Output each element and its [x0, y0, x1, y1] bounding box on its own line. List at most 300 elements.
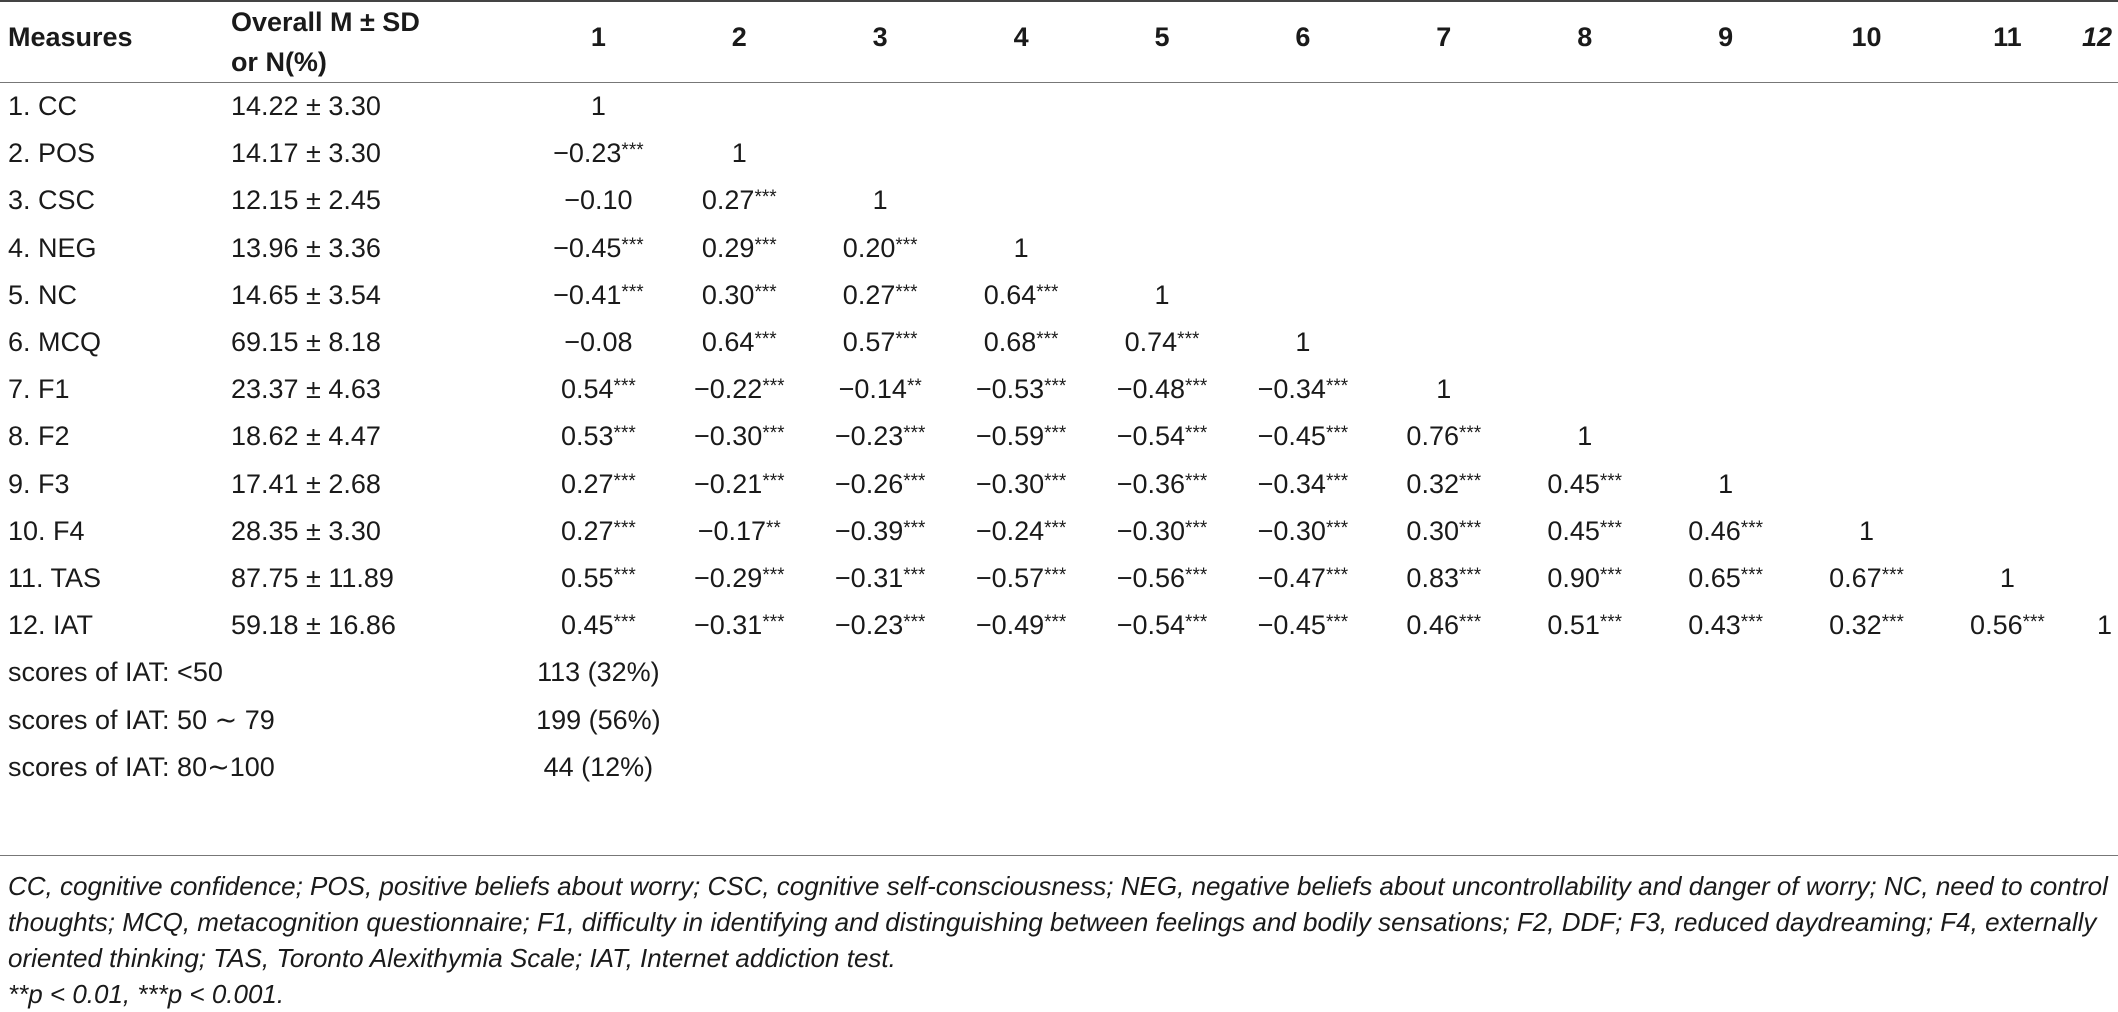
row-label: 5. NC	[8, 279, 78, 310]
correlation-cell	[1232, 602, 1373, 649]
correlation-cell	[1655, 508, 1796, 555]
correlation-cell	[951, 461, 1092, 508]
significance-stars: ***	[895, 234, 918, 256]
empty-cell	[1232, 744, 1373, 791]
header-col-5: 5	[1092, 1, 1233, 83]
empty-cell	[1796, 649, 1937, 696]
empty-cell	[1514, 696, 1655, 743]
correlation-cell	[669, 319, 810, 366]
correlation-cell	[810, 177, 951, 224]
correlation-cell	[1514, 602, 1655, 649]
significance-stars: ***	[621, 281, 644, 303]
correlation-value: 1	[1999, 562, 2015, 593]
correlation-cell	[1937, 177, 2078, 224]
header-col-6: 6	[1232, 1, 1373, 83]
significance-stars: ***	[895, 329, 918, 351]
correlation-value: −0.54	[1116, 610, 1186, 641]
correlation-value: 0.32	[1406, 468, 1459, 499]
correlation-cell	[1373, 413, 1514, 460]
correlation-value: −0.49	[975, 610, 1045, 641]
correlation-cell	[810, 555, 951, 602]
significance-stars: ***	[1325, 612, 1349, 634]
table-row	[0, 555, 2118, 602]
correlation-cell	[669, 413, 810, 460]
correlation-cell	[1796, 225, 1937, 272]
correlation-cell	[810, 225, 951, 272]
correlation-cell	[1937, 83, 2078, 131]
row-overall: 69.15 ± 8.18	[230, 327, 381, 358]
correlation-cell	[1796, 508, 1937, 555]
empty-cell	[1655, 696, 1796, 743]
correlation-cell	[1092, 413, 1233, 460]
significance-stars: ***	[1044, 470, 1067, 492]
correlation-cell	[810, 272, 951, 319]
significance-stars: ***	[1599, 470, 1623, 492]
correlation-cell	[1937, 366, 2078, 413]
correlation-cell	[810, 83, 951, 131]
correlation-cell	[1232, 130, 1373, 177]
correlation-value: 0.32	[1829, 610, 1882, 641]
significance-stars: **	[906, 376, 922, 398]
significance-stars: ***	[1325, 564, 1349, 586]
correlation-cell	[810, 413, 951, 460]
significance-stars: ***	[1599, 517, 1623, 539]
table-footnote	[0, 855, 2118, 1012]
correlation-value: 0.27	[560, 515, 614, 546]
correlation-cell	[1373, 130, 1514, 177]
significance-stars: ***	[613, 517, 636, 539]
correlation-cell	[1937, 225, 2078, 272]
header-col-8: 8	[1514, 1, 1655, 83]
correlation-value: −0.10	[564, 185, 633, 216]
correlation-cell	[528, 272, 669, 319]
correlation-cell	[2078, 508, 2118, 555]
empty-cell	[2078, 649, 2118, 696]
correlation-value: 1	[1295, 327, 1311, 358]
correlation-value: −0.36	[1116, 468, 1186, 499]
correlation-cell	[1937, 319, 2078, 366]
row-label: 8. F2	[8, 421, 70, 452]
table-row	[0, 602, 2118, 649]
header-col-3: 3	[810, 1, 951, 83]
footnote-significance: **p < 0.01, ***p < 0.001.	[8, 979, 285, 1009]
significance-stars: ***	[613, 423, 636, 445]
significance-stars: ***	[1185, 612, 1208, 634]
correlation-value: −0.23	[834, 610, 904, 641]
correlation-cell	[951, 319, 1092, 366]
correlation-cell	[1373, 602, 1514, 649]
correlation-cell	[669, 83, 810, 131]
correlation-cell	[1092, 177, 1233, 224]
correlation-value: −0.56	[1116, 562, 1186, 593]
row-overall: 18.62 ± 4.47	[230, 421, 381, 452]
empty-cell	[1373, 696, 1514, 743]
correlation-value: −0.14	[838, 374, 907, 405]
correlation-cell	[2078, 272, 2118, 319]
correlation-cell	[1655, 461, 1796, 508]
correlation-value: −0.41	[553, 279, 622, 310]
correlation-cell	[2078, 225, 2118, 272]
correlation-value: 0.55	[560, 562, 614, 593]
correlation-cell	[528, 177, 669, 224]
correlation-cell	[1232, 225, 1373, 272]
correlation-value: 0.45	[1547, 468, 1600, 499]
correlation-cell	[1655, 272, 1796, 319]
correlation-value: 0.64	[701, 327, 755, 358]
correlation-value: −0.45	[553, 232, 622, 263]
correlation-cell	[669, 225, 810, 272]
iat-score-value: 44 (12%)	[543, 751, 654, 782]
correlation-value: 1	[1013, 232, 1029, 263]
row-label: 1. CC	[8, 91, 78, 122]
row-overall: 59.18 ± 16.86	[230, 610, 396, 641]
significance-stars: ***	[613, 564, 636, 586]
correlation-cell	[1373, 177, 1514, 224]
correlation-value: 0.67	[1829, 562, 1882, 593]
correlation-cell	[528, 413, 669, 460]
significance-stars: ***	[1599, 612, 1623, 634]
iat-score-label: scores of IAT: 50 ∼ 79	[8, 704, 275, 735]
empty-cell	[810, 696, 951, 743]
empty-cell	[1232, 696, 1373, 743]
significance-stars: ***	[903, 517, 926, 539]
correlation-cell	[951, 508, 1092, 555]
correlation-cell	[1514, 177, 1655, 224]
correlation-cell	[1092, 272, 1233, 319]
correlation-cell	[1796, 366, 1937, 413]
correlation-value: −0.30	[1257, 515, 1326, 546]
correlation-cell	[2078, 413, 2118, 460]
correlation-value: 1	[590, 91, 606, 122]
correlation-cell	[1232, 272, 1373, 319]
correlation-cell	[1373, 461, 1514, 508]
significance-stars: ***	[1740, 612, 1763, 634]
table-row	[0, 225, 2118, 272]
significance-stars: ***	[895, 281, 918, 303]
significance-stars: ***	[613, 612, 636, 634]
significance-stars: ***	[762, 376, 785, 398]
correlation-cell	[2078, 130, 2118, 177]
correlation-cell	[951, 225, 1092, 272]
iat-score-label: scores of IAT: 80∼100	[8, 751, 275, 782]
correlation-cell	[1937, 130, 2078, 177]
significance-stars: ***	[1185, 517, 1208, 539]
row-label: 4. NEG	[8, 232, 97, 263]
correlation-cell	[1514, 461, 1655, 508]
significance-stars: ***	[1044, 517, 1067, 539]
correlation-cell	[810, 366, 951, 413]
significance-stars: ***	[762, 423, 785, 445]
significance-stars: ***	[2022, 612, 2045, 634]
correlation-cell	[669, 508, 810, 555]
correlation-cell	[1373, 83, 1514, 131]
row-label: 3. CSC	[8, 185, 96, 216]
correlation-value: −0.23	[553, 138, 622, 169]
correlation-value: 0.83	[1406, 562, 1459, 593]
correlation-cell	[1373, 225, 1514, 272]
significance-stars: ***	[754, 329, 777, 351]
correlation-cell	[1796, 319, 1937, 366]
correlation-value: 0.27	[842, 279, 896, 310]
correlation-cell	[1232, 177, 1373, 224]
significance-stars: ***	[762, 612, 785, 634]
header-measures: Measures	[0, 1, 223, 83]
correlation-value: −0.23	[834, 421, 904, 452]
row-label: 12. IAT	[8, 610, 94, 641]
correlation-value: 1	[1859, 515, 1875, 546]
correlation-value: 1	[1436, 374, 1452, 405]
iat-score-label: scores of IAT: <50	[8, 657, 223, 688]
row-overall: 87.75 ± 11.89	[230, 562, 394, 593]
correlation-value: 0.65	[1688, 562, 1741, 593]
row-overall: 13.96 ± 3.36	[230, 232, 381, 263]
empty-cell	[1937, 649, 2078, 696]
significance-stars: ***	[621, 234, 644, 256]
significance-stars: ***	[1458, 564, 1482, 586]
empty-cell	[2078, 744, 2118, 791]
correlation-value: 0.20	[842, 232, 896, 263]
significance-stars: ***	[1325, 517, 1349, 539]
empty-cell	[1796, 744, 1937, 791]
correlation-value: −0.31	[834, 562, 904, 593]
correlation-cell	[1092, 461, 1233, 508]
correlation-value: −0.17	[697, 515, 767, 546]
correlation-cell	[528, 83, 669, 131]
table-row	[0, 413, 2118, 460]
significance-stars: ***	[1185, 470, 1208, 492]
empty-cell	[669, 744, 810, 791]
iat-score-row	[0, 696, 2118, 743]
correlation-value: 0.30	[1406, 515, 1459, 546]
significance-stars: ***	[1881, 612, 1904, 634]
correlation-cell	[1796, 461, 1937, 508]
correlation-cell	[1514, 83, 1655, 131]
correlation-cell	[1514, 413, 1655, 460]
empty-cell	[1373, 649, 1514, 696]
correlation-cell	[951, 413, 1092, 460]
significance-stars: ***	[754, 234, 777, 256]
correlation-cell	[669, 130, 810, 177]
header-col-10: 10	[1796, 1, 1937, 83]
row-label: 7. F1	[8, 374, 70, 405]
significance-stars: **	[766, 517, 781, 539]
correlation-cell	[528, 461, 669, 508]
correlation-cell	[528, 508, 669, 555]
correlation-cell	[2078, 602, 2118, 649]
significance-stars: ***	[1044, 564, 1067, 586]
correlation-cell	[1655, 130, 1796, 177]
correlation-cell	[1937, 508, 2078, 555]
correlation-value: 0.74	[1124, 327, 1178, 358]
header-overall-line1: Overall M ± SD	[230, 7, 420, 37]
correlation-cell	[669, 177, 810, 224]
correlation-cell	[1092, 83, 1233, 131]
correlation-value: 0.46	[1406, 610, 1459, 641]
correlation-value: 1	[731, 138, 747, 169]
correlation-cell	[1796, 130, 1937, 177]
correlation-cell	[1373, 319, 1514, 366]
correlation-cell	[1796, 272, 1937, 319]
correlation-cell	[1514, 508, 1655, 555]
correlation-cell	[528, 366, 669, 413]
significance-stars: ***	[1185, 564, 1208, 586]
significance-stars: ***	[1044, 612, 1067, 634]
correlation-cell	[1232, 461, 1373, 508]
correlation-value: −0.24	[975, 515, 1045, 546]
correlation-value: 0.90	[1547, 562, 1600, 593]
correlation-value: 0.30	[701, 279, 755, 310]
correlation-cell	[1092, 602, 1233, 649]
correlation-cell	[1514, 225, 1655, 272]
significance-stars: ***	[1044, 423, 1067, 445]
significance-stars: ***	[1044, 376, 1067, 398]
correlation-value: 0.27	[560, 468, 614, 499]
empty-cell	[1092, 649, 1233, 696]
correlation-cell	[1092, 555, 1233, 602]
row-overall: 14.22 ± 3.30	[230, 91, 381, 122]
correlation-cell	[2078, 83, 2118, 131]
correlation-cell	[810, 319, 951, 366]
correlation-cell	[1373, 272, 1514, 319]
empty-cell	[1514, 744, 1655, 791]
correlation-cell	[951, 130, 1092, 177]
correlation-cell	[528, 225, 669, 272]
correlation-cell	[1514, 555, 1655, 602]
correlation-cell	[669, 461, 810, 508]
correlation-cell	[951, 555, 1092, 602]
correlation-cell	[1937, 413, 2078, 460]
header-col-11: 11	[1937, 1, 2078, 83]
correlation-cell	[1655, 319, 1796, 366]
correlation-cell	[528, 319, 669, 366]
correlation-cell	[1232, 413, 1373, 460]
correlation-cell	[2078, 461, 2118, 508]
correlation-value: 1	[1154, 279, 1170, 310]
empty-cell	[1655, 649, 1796, 696]
header-col-12: 12	[2078, 1, 2118, 83]
correlation-cell	[2078, 319, 2118, 366]
empty-cell	[1232, 649, 1373, 696]
correlation-value: −0.48	[1116, 374, 1186, 405]
correlation-cell	[951, 83, 1092, 131]
correlation-value: −0.34	[1257, 468, 1326, 499]
correlation-value: −0.21	[694, 468, 763, 499]
correlation-cell	[1373, 508, 1514, 555]
correlation-value: −0.57	[975, 562, 1045, 593]
empty-cell	[951, 744, 1092, 791]
iat-score-row	[0, 649, 2118, 696]
empty-cell	[1092, 696, 1233, 743]
correlation-value: 0.29	[701, 232, 755, 263]
correlation-cell	[1373, 366, 1514, 413]
table-row	[0, 272, 2118, 319]
table-row	[0, 177, 2118, 224]
empty-cell	[1937, 696, 2078, 743]
correlation-cell	[1232, 508, 1373, 555]
empty-cell	[1937, 744, 2078, 791]
correlation-value: −0.45	[1257, 421, 1326, 452]
significance-stars: ***	[1740, 564, 1763, 586]
correlation-value: 1	[1718, 468, 1734, 499]
correlation-value: 0.27	[701, 185, 755, 216]
correlation-value: −0.39	[834, 515, 904, 546]
correlation-cell	[1514, 130, 1655, 177]
significance-stars: ***	[762, 564, 785, 586]
significance-stars: ***	[762, 470, 785, 492]
footnote-abbreviations: CC, cognitive confidence; POS, positive beliefs about worry; CSC, cognitive self-consciousness; NEG, negative beliefs about uncontrollability and danger of worry; NC, need to control thoughts; MCQ, metacognition questionnaire; F1, difficulty in identifying and distinguishing between feelings and bodily sensations; F2, DDF; F3, reduced daydreaming; F4, externally oriented thinking; TAS, Toronto Alexithymia Scale; IAT, Internet addiction test.	[8, 871, 2108, 973]
correlation-cell	[1232, 555, 1373, 602]
correlation-value: −0.47	[1257, 562, 1326, 593]
table-row	[0, 461, 2118, 508]
correlation-value: 0.51	[1547, 610, 1600, 641]
significance-stars: ***	[613, 470, 636, 492]
row-overall: 12.15 ± 2.45	[230, 185, 381, 216]
correlation-value: 0.76	[1406, 421, 1459, 452]
significance-stars: ***	[903, 612, 926, 634]
significance-stars: ***	[1185, 423, 1208, 445]
header-col-1: 1	[528, 1, 669, 83]
header-col-7: 7	[1373, 1, 1514, 83]
correlation-cell	[951, 366, 1092, 413]
significance-stars: ***	[1458, 470, 1482, 492]
significance-stars: ***	[621, 140, 644, 162]
significance-stars: ***	[1036, 329, 1059, 351]
correlation-value: −0.54	[1116, 421, 1186, 452]
row-label: 2. POS	[8, 138, 96, 169]
correlation-cell	[810, 130, 951, 177]
correlation-cell	[1092, 130, 1233, 177]
correlation-cell	[951, 602, 1092, 649]
correlation-cell	[528, 130, 669, 177]
significance-stars: ***	[903, 470, 926, 492]
row-label: 10. F4	[8, 515, 85, 546]
significance-stars: ***	[903, 423, 926, 445]
table-row	[0, 130, 2118, 177]
significance-stars: ***	[1599, 564, 1623, 586]
row-overall: 23.37 ± 4.63	[230, 374, 381, 405]
header-overall-line2: or N(%)	[230, 47, 327, 77]
empty-cell	[1373, 744, 1514, 791]
correlation-value: 1	[1577, 421, 1593, 452]
empty-cell	[669, 649, 810, 696]
significance-stars: ***	[754, 187, 777, 209]
correlation-value: −0.22	[694, 374, 763, 405]
correlation-cell	[1092, 366, 1233, 413]
correlation-value: 0.57	[842, 327, 896, 358]
correlation-value: −0.53	[975, 374, 1045, 405]
table-row	[0, 508, 2118, 555]
correlation-value: −0.45	[1257, 610, 1326, 641]
iat-score-value: 199 (56%)	[536, 704, 661, 735]
correlation-cell	[2078, 555, 2118, 602]
iat-score-value: 113 (32%)	[537, 657, 660, 688]
correlation-value: 0.43	[1688, 610, 1741, 641]
correlation-cell	[669, 602, 810, 649]
significance-stars: ***	[1740, 517, 1763, 539]
correlation-value: 0.45	[560, 610, 614, 641]
correlation-value: −0.08	[564, 327, 633, 358]
header-col-2: 2	[669, 1, 810, 83]
correlation-value: 0.64	[983, 279, 1037, 310]
correlation-cell	[669, 555, 810, 602]
correlation-cell	[1514, 272, 1655, 319]
correlation-cell	[1796, 83, 1937, 131]
empty-cell	[1092, 744, 1233, 791]
significance-stars: ***	[613, 376, 636, 398]
row-overall: 14.65 ± 3.54	[230, 279, 381, 310]
header-row	[0, 1, 2118, 83]
correlation-value: −0.30	[694, 421, 763, 452]
